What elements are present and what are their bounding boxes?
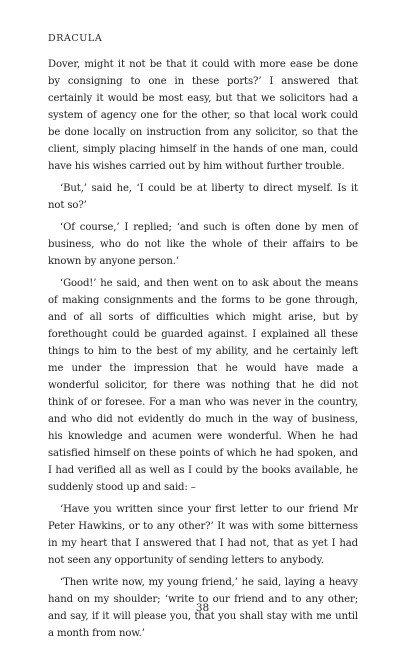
paragraph: Dover, might it not be that it could with more ease be done by consigning to one in these ports?’ I answered that certainly it would be most easy, but that we solicitors had a system of agency one for the other, so that local work could be done locally on instruction from any solicitor, so that the client, simply placing himself in the hands of one man, could have his wishes carried out by him without further trouble. [48,59,358,172]
running-head: DRACULA [48,33,103,44]
paragraph: ‘But,’ said he, ‘I could be at liberty to direct myself. Is it not so?’ [48,183,358,211]
paragraph: ‘Have you written since your first letter to our friend Mr Peter Hawkins, or to any other?’ It was with some bitterness in my heart that I answered that I had not, that as yet I had not seen any opportunity of sending letters to anybody. [48,504,358,566]
paragraph: ‘Then write now, my young friend,’ he said, laying a heavy hand on my shoulder; ‘write to our friend and to any other; and say, if it will please you, that you shall stay with me until a month from now.’ [48,577,358,639]
paragraph: ‘Good!’ he said, and then went on to ask about the means of making consignments and the forms to be gone through, and of all sorts of difficulties which might arise, but by forethought could be guarded against. I explained all these things to him to the best of my ability, and he certainly left me under the impression that he would have made a wonderful solicitor, for there was nothing that he did not think of or foresee. For a man who was never in the country, and who did not evidently do much in the way of business, his knowledge and acumen were wonderful. When he had satisfied himself on these points of which he had spoken, and I had verified all as well as I could by the books available, he suddenly stood up and said: – [48,278,358,493]
page-number: 38 [195,602,210,614]
body-text [48,56,358,647]
paragraph: ‘Of course,’ I replied; ‘and such is often done by men of business, who do not like the whole of their affairs to be known by anyone person.’ [48,222,358,267]
